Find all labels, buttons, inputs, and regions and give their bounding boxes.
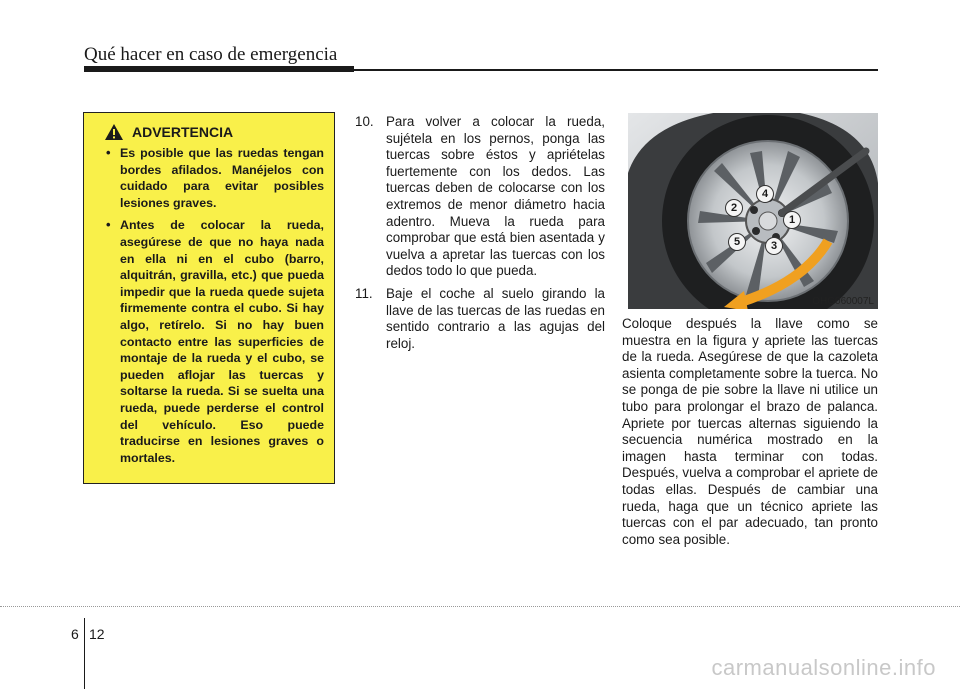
footer-page-number: 12 [89,626,105,642]
nut-label: 4 [756,185,774,203]
figure-code: OHG060007L [812,296,874,307]
wheel-figure [628,113,878,309]
step-number: 10. [355,114,374,129]
header-rule-thick [84,66,354,72]
step-item [355,286,605,352]
warning-item: • Antes de colocar la rueda, asegúrese de que no haya nada en ella ni en el cubo (barro, alquitrán, gravilla, etc.) que pueda impedir que la rueda quede sujeta firmemente contra el cubo. Si hay algo, retírelo. Si no hay buen contacto entre las superficies de montaje de la rueda y el cubo, se pueden aflojar las tuercas y soltarse la rueda. Si se suelta una rueda, puede perderse el control del vehículo. Eso puede traducirse en lesiones graves o mortales. [98,217,324,466]
page-header-title: Qué hacer en caso de emergencia [84,44,338,65]
warning-item: • Es posible que las ruedas tengan bordes afilados. Manéjelos con cuidado para evitar posibles lesiones graves. [98,145,324,211]
footer-divider [84,618,85,689]
warning-header [104,123,324,141]
nut-label: 5 [728,233,746,251]
right-column-text: Coloque después la llave como se muestra en la figura y apriete las tuercas de la rueda. Asegúrese de que la cazoleta asienta completamente sobre la tuerca. No se ponga de pie sobre la llave ni utilice un tubo para prolongar el brazo de palanca. Apriete por tuercas alternas siguiendo la secuencia numérica mostrado en la imagen hasta terminar con todas. Después, vuelva a comprobar el apriete de todas ellas. Después de cambiar una rueda, haga que un técnico apriete las tuercas con el par adecuado, tan pronto como sea posible. [622,316,878,547]
warning-box [83,112,335,484]
nut-label: 1 [783,211,801,229]
watermark: carmanualsonline.info [711,655,936,680]
warning-list [98,145,324,466]
header-rule-thin [354,69,878,71]
step-number: 11. [355,285,373,301]
step-item [355,114,605,280]
warning-title: ADVERTENCIA [132,124,234,140]
step-text: Baje el coche al suelo girando la llave de las tuercas de las ruedas en sentido contrario a las agujas del reloj. [386,285,605,351]
nut-label: 3 [765,237,783,255]
nut-label: 2 [725,199,743,217]
footer-rule [0,606,960,607]
footer-section-number: 6 [71,626,79,642]
hub-cap [759,212,777,230]
procedure-steps [355,114,605,358]
step-text: Para volver a colocar la rueda, sujétela en los pernos, ponga las tuercas sobre éstos y apriételas fuertemente con los dedos. Las tuercas deben de colocarse con los extremos de menor diámetro hacia adentro. Mueva la rueda para comprobar que está bien asentada y vuelva a apretar las tuercas con los dedos todo lo que pueda. [386,114,605,279]
warning-triangle-icon [104,123,124,141]
wheel-illustration [628,113,878,309]
